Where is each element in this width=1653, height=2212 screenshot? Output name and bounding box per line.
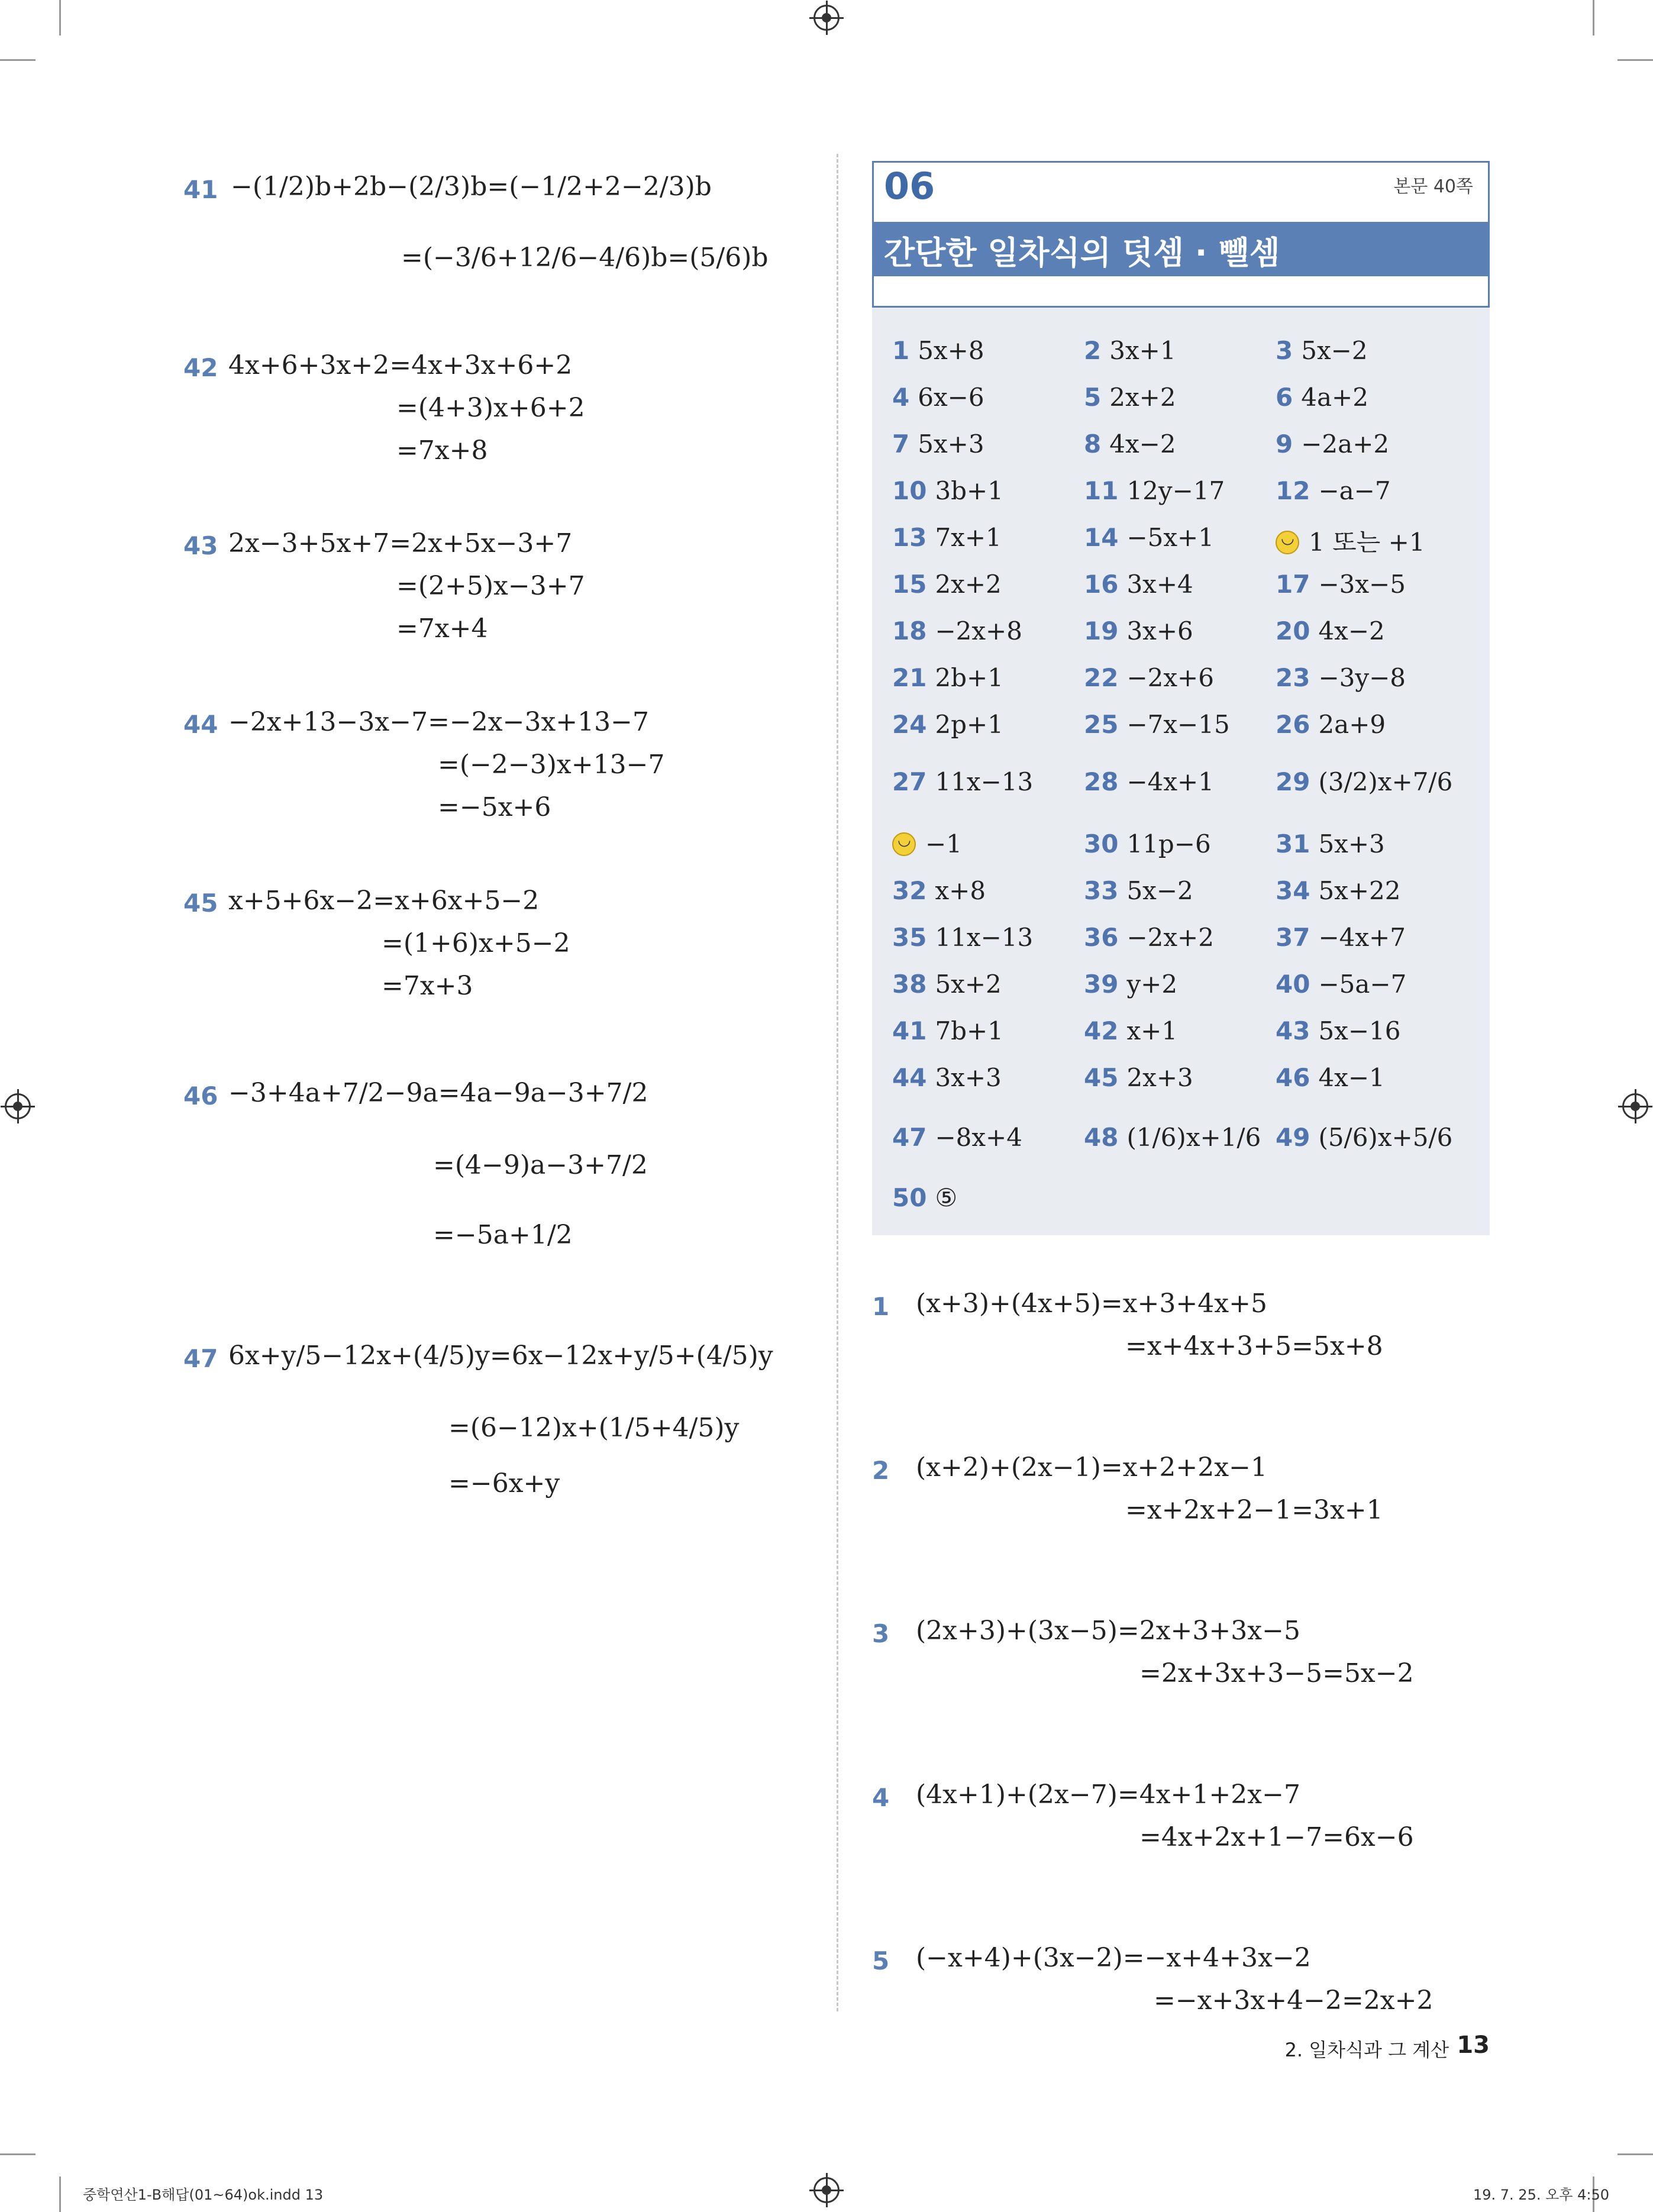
- answer-number: 13: [892, 523, 927, 552]
- answer-number: 50: [892, 1183, 927, 1212]
- column-divider: [837, 154, 838, 2011]
- solution-line: =7x+3: [382, 971, 473, 1001]
- print-slug: 중학연산1-B해답(01~64)ok.indd 13: [83, 2187, 324, 2203]
- registration-mark: [813, 5, 840, 31]
- answer-item: [892, 616, 1022, 645]
- problem-number: 45: [183, 889, 218, 918]
- answer-value: 4x−1: [1318, 1063, 1385, 1092]
- answer-item: [1084, 876, 1193, 905]
- answer-value: 5x+3: [1318, 829, 1385, 858]
- answer-number: 12: [1276, 476, 1310, 505]
- answer-value: 2a+9: [1318, 710, 1386, 739]
- answer-number: 49: [1276, 1123, 1310, 1152]
- answer-value: −5x+1: [1126, 523, 1214, 552]
- answer-number: 33: [1084, 876, 1119, 905]
- crop-mark: [0, 2153, 35, 2155]
- answer-item: [1276, 829, 1385, 858]
- answer-value: 3x+6: [1126, 616, 1193, 645]
- crop-mark: [1618, 2153, 1653, 2155]
- answer-value: 11p−6: [1126, 829, 1211, 858]
- crop-mark: [59, 0, 61, 35]
- answer-value: (5/6)x+5/6: [1318, 1123, 1453, 1152]
- answer-number: 34: [1276, 876, 1310, 905]
- answer-item: [1276, 970, 1406, 999]
- answer-value: 5x+2: [935, 970, 1002, 999]
- answer-item: [892, 970, 1002, 999]
- answer-number: 36: [1084, 923, 1119, 952]
- answer-item: [1276, 430, 1389, 458]
- solution-line: −2x+13−3x−7=−2x−3x+13−7: [228, 707, 650, 737]
- registration-mark: [813, 2177, 840, 2203]
- solution-line: x+5+6x−2=x+6x+5−2: [228, 886, 540, 916]
- problem-number: 43: [183, 531, 218, 560]
- answer-number: 32: [892, 876, 927, 905]
- answer-item: [892, 663, 1003, 692]
- crop-mark: [0, 59, 35, 61]
- answer-item: [1084, 767, 1214, 796]
- section-number: 06: [884, 164, 935, 208]
- answer-item: [892, 710, 1003, 739]
- answer-item: [1276, 1063, 1385, 1092]
- answer-value: 2x+2: [1109, 383, 1176, 412]
- solution-number: 5: [872, 1946, 890, 1975]
- answer-value: 5x+3: [918, 430, 984, 458]
- answer-value: 11x−13: [935, 767, 1034, 796]
- registration-mark: [5, 1093, 31, 1119]
- answer-item: [1084, 663, 1214, 692]
- answer-value: −4x+7: [1318, 923, 1406, 952]
- answer-item: [1276, 876, 1401, 905]
- answer-item: [1084, 383, 1176, 412]
- answer-value: −5a−7: [1318, 970, 1407, 999]
- solution-line: (−x+4)+(3x−2)=−x+4+3x−2: [916, 1943, 1311, 1973]
- answer-item: [892, 767, 1033, 796]
- answer-value: 2x+3: [1126, 1063, 1193, 1092]
- answer-number: 3: [1276, 336, 1293, 365]
- answer-value: x+1: [1126, 1016, 1178, 1045]
- answer-number: 6: [1276, 383, 1293, 412]
- answer-number: 16: [1084, 570, 1119, 599]
- answer-item: [1276, 663, 1406, 692]
- answer-number: 25: [1084, 710, 1119, 739]
- answer-number: 24: [892, 710, 927, 739]
- answer-number: 40: [1276, 970, 1310, 999]
- answer-value: −3x−5: [1318, 570, 1406, 599]
- crop-mark: [1618, 59, 1653, 61]
- answer-number: 14: [1084, 523, 1119, 552]
- solution-line: =(4+3)x+6+2: [396, 393, 585, 423]
- solution-line: 4x+6+3x+2=4x+3x+6+2: [228, 350, 573, 380]
- answer-value: 7x+1: [935, 523, 1002, 552]
- solution-number: 2: [872, 1456, 890, 1485]
- answer-number: 8: [1084, 430, 1102, 458]
- answer-item: [1276, 767, 1452, 796]
- solution-line: (x+2)+(2x−1)=x+2+2x−1: [916, 1452, 1267, 1483]
- answer-item: [1084, 570, 1193, 599]
- answer-item: [892, 829, 962, 858]
- answer-item: [1084, 523, 1214, 552]
- answer-value: 3x+3: [935, 1063, 1002, 1092]
- problem-number: 41: [183, 175, 218, 204]
- answer-number: 41: [892, 1016, 927, 1045]
- answer-number: 44: [892, 1063, 927, 1092]
- problem-number: 44: [183, 710, 218, 739]
- answer-item: [1276, 336, 1368, 365]
- answer-item: [1276, 383, 1368, 412]
- answer-value: −2x+6: [1126, 663, 1214, 692]
- crop-mark: [1593, 0, 1594, 35]
- answer-number: 31: [1276, 829, 1310, 858]
- answer-number: 46: [1276, 1063, 1310, 1092]
- solution-line: =x+4x+3+5=5x+8: [1125, 1331, 1383, 1361]
- solution-line: =7x+8: [396, 435, 488, 466]
- solution-line: =−5a+1/2: [433, 1220, 573, 1250]
- solution-number: 3: [872, 1619, 890, 1648]
- answer-number: 21: [892, 663, 927, 692]
- answer-item: [892, 1016, 1003, 1045]
- answer-number: 10: [892, 476, 927, 505]
- answer-value: 6x−6: [918, 383, 984, 412]
- answer-number: 43: [1276, 1016, 1310, 1045]
- answer-number: 26: [1276, 710, 1310, 739]
- answer-item: [892, 476, 1003, 505]
- answer-item: [1084, 829, 1211, 858]
- answer-value: 4x−2: [1318, 616, 1385, 645]
- answer-item: [1276, 570, 1406, 599]
- solution-line: (4x+1)+(2x−7)=4x+1+2x−7: [916, 1780, 1300, 1810]
- answer-number: 19: [1084, 616, 1119, 645]
- answer-item: [892, 1183, 957, 1212]
- answer-value: −2a+2: [1301, 430, 1390, 458]
- solution-line: =(−3/6+12/6−4/6)b=(5/6)b: [401, 243, 769, 273]
- answer-item: [1084, 1016, 1177, 1045]
- solution-line: 2x−3+5x+7=2x+5x−3+7: [228, 528, 573, 558]
- solution-line: =−6x+y: [448, 1468, 560, 1499]
- answer-value: ⑤: [935, 1183, 958, 1212]
- answer-number: 17: [1276, 570, 1310, 599]
- answer-number: 4: [892, 383, 910, 412]
- answer-value: 5x+22: [1318, 876, 1401, 905]
- answer-number: 37: [1276, 923, 1310, 952]
- answer-item: [1084, 476, 1225, 505]
- answer-number: 48: [1084, 1123, 1119, 1152]
- answer-item: [892, 523, 1002, 552]
- solution-line: =4x+2x+1−7=6x−6: [1139, 1822, 1414, 1852]
- print-timestamp: 19. 7. 25. 오후 4:50: [1473, 2187, 1609, 2203]
- answer-number: 15: [892, 570, 927, 599]
- answer-item: [1084, 1123, 1261, 1152]
- problem-number: 42: [183, 353, 218, 382]
- answer-item: [892, 1063, 1002, 1092]
- answer-value: 4a+2: [1301, 383, 1368, 412]
- answer-value: 1 또는 +1: [1309, 528, 1425, 557]
- answer-item: [1084, 970, 1177, 999]
- solution-line: =x+2x+2−1=3x+1: [1125, 1495, 1383, 1525]
- answer-item: [1084, 1063, 1193, 1092]
- answer-item: [892, 430, 984, 458]
- answer-item: [1276, 476, 1391, 505]
- solution-line: =−5x+6: [438, 792, 551, 822]
- answer-number: 20: [1276, 616, 1310, 645]
- answer-value: 2b+1: [935, 663, 1003, 692]
- answer-item: [1084, 616, 1193, 645]
- section-title: 간단한 일차식의 덧셈 · 뺄셈: [884, 234, 1280, 272]
- answer-item: [1276, 923, 1406, 952]
- answer-item: [892, 876, 986, 905]
- answer-item: [892, 1123, 1022, 1152]
- solution-line: =2x+3x+3−5=5x−2: [1139, 1658, 1414, 1688]
- answer-number: 39: [1084, 970, 1119, 999]
- answer-item: [1276, 1123, 1452, 1152]
- solution-line: −(1/2)b+2b−(2/3)b=(−1/2+2−2/3)b: [231, 172, 712, 202]
- answer-number: 38: [892, 970, 927, 999]
- answer-item: [1276, 1016, 1401, 1045]
- answer-number: 1: [892, 336, 910, 365]
- answer-value: −1: [925, 829, 962, 858]
- answer-item: [1084, 923, 1214, 952]
- answer-number: 5: [1084, 383, 1102, 412]
- answer-value: 7b+1: [935, 1016, 1003, 1045]
- solution-line: =−x+3x+4−2=2x+2: [1154, 1985, 1434, 2016]
- answer-item: [1276, 616, 1385, 645]
- answer-value: 3x+1: [1109, 336, 1176, 365]
- answer-item: [892, 570, 1002, 599]
- answer-value: −3y−8: [1318, 663, 1406, 692]
- answer-item: [1084, 710, 1230, 739]
- problem-number: 46: [183, 1081, 218, 1110]
- answer-value: 11x−13: [935, 923, 1034, 952]
- answer-item: [892, 923, 1033, 952]
- answer-value: 12y−17: [1126, 476, 1225, 505]
- answer-number: 47: [892, 1123, 927, 1152]
- answer-item: [1084, 336, 1176, 365]
- answer-item: [1276, 710, 1386, 739]
- solution-line: −3+4a+7/2−9a=4a−9a−3+7/2: [228, 1078, 648, 1108]
- answer-value: 3b+1: [935, 476, 1003, 505]
- problem-number: 47: [183, 1344, 218, 1373]
- answer-value: 5x−16: [1318, 1016, 1401, 1045]
- answer-value: −a−7: [1318, 476, 1391, 505]
- answer-item: [892, 383, 984, 412]
- answer-value: −2x+2: [1126, 923, 1214, 952]
- answer-value: 5x−2: [1126, 876, 1193, 905]
- answer-value: −8x+4: [935, 1123, 1022, 1152]
- answer-item: [892, 336, 984, 365]
- answer-value: −7x−15: [1126, 710, 1230, 739]
- smiley-icon: [892, 832, 916, 856]
- page-reference: 본문 40쪽: [1393, 176, 1473, 197]
- answer-number: 11: [1084, 476, 1119, 505]
- chapter-title: 2. 일차식과 그 계산: [1284, 2039, 1449, 2061]
- answer-item: [1276, 523, 1425, 558]
- answer-number: 7: [892, 430, 910, 458]
- answer-number: 23: [1276, 663, 1310, 692]
- answer-number: 28: [1084, 767, 1119, 796]
- answer-value: x+8: [935, 876, 986, 905]
- answer-value: −2x+8: [935, 616, 1022, 645]
- answer-value: (3/2)x+7/6: [1318, 767, 1453, 796]
- solution-number: 4: [872, 1783, 890, 1812]
- solution-line: =(6−12)x+(1/5+4/5)y: [448, 1413, 740, 1443]
- answer-number: 18: [892, 616, 927, 645]
- solution-line: =7x+4: [396, 613, 488, 644]
- answer-number: 45: [1084, 1063, 1119, 1092]
- solution-line: (x+3)+(4x+5)=x+3+4x+5: [916, 1289, 1267, 1319]
- registration-mark: [1622, 1093, 1648, 1119]
- answer-value: 5x+8: [918, 336, 984, 365]
- answer-value: 3x+4: [1126, 570, 1193, 599]
- solution-line: =(2+5)x−3+7: [396, 571, 585, 601]
- answer-number: 35: [892, 923, 927, 952]
- solution-line: =(−2−3)x+13−7: [438, 750, 665, 780]
- answer-value: 2x+2: [935, 570, 1002, 599]
- solution-number: 1: [872, 1292, 890, 1321]
- answer-number: 22: [1084, 663, 1119, 692]
- answer-item: [1084, 430, 1176, 458]
- answer-value: −4x+1: [1126, 767, 1214, 796]
- solution-line: =(1+6)x+5−2: [382, 928, 570, 958]
- crop-mark: [59, 2177, 61, 2212]
- answer-value: 4x−2: [1109, 430, 1176, 458]
- solution-line: (2x+3)+(3x−5)=2x+3+3x−5: [916, 1616, 1300, 1646]
- smiley-icon: [1276, 531, 1299, 554]
- answer-number: 27: [892, 767, 927, 796]
- answer-number: 9: [1276, 430, 1293, 458]
- solution-line: 6x+y/5−12x+(4/5)y=6x−12x+y/5+(4/5)y: [228, 1341, 773, 1371]
- answer-value: y+2: [1126, 970, 1178, 999]
- answer-value: 5x−2: [1301, 336, 1368, 365]
- answer-value: 2p+1: [935, 710, 1003, 739]
- solution-line: =(4−9)a−3+7/2: [433, 1150, 648, 1180]
- answer-number: 2: [1084, 336, 1102, 365]
- answer-value: (1/6)x+1/6: [1126, 1123, 1261, 1152]
- page-number: 13: [1457, 2032, 1490, 2059]
- answer-number: 42: [1084, 1016, 1119, 1045]
- answer-number: 29: [1276, 767, 1310, 796]
- answer-number: 30: [1084, 829, 1119, 858]
